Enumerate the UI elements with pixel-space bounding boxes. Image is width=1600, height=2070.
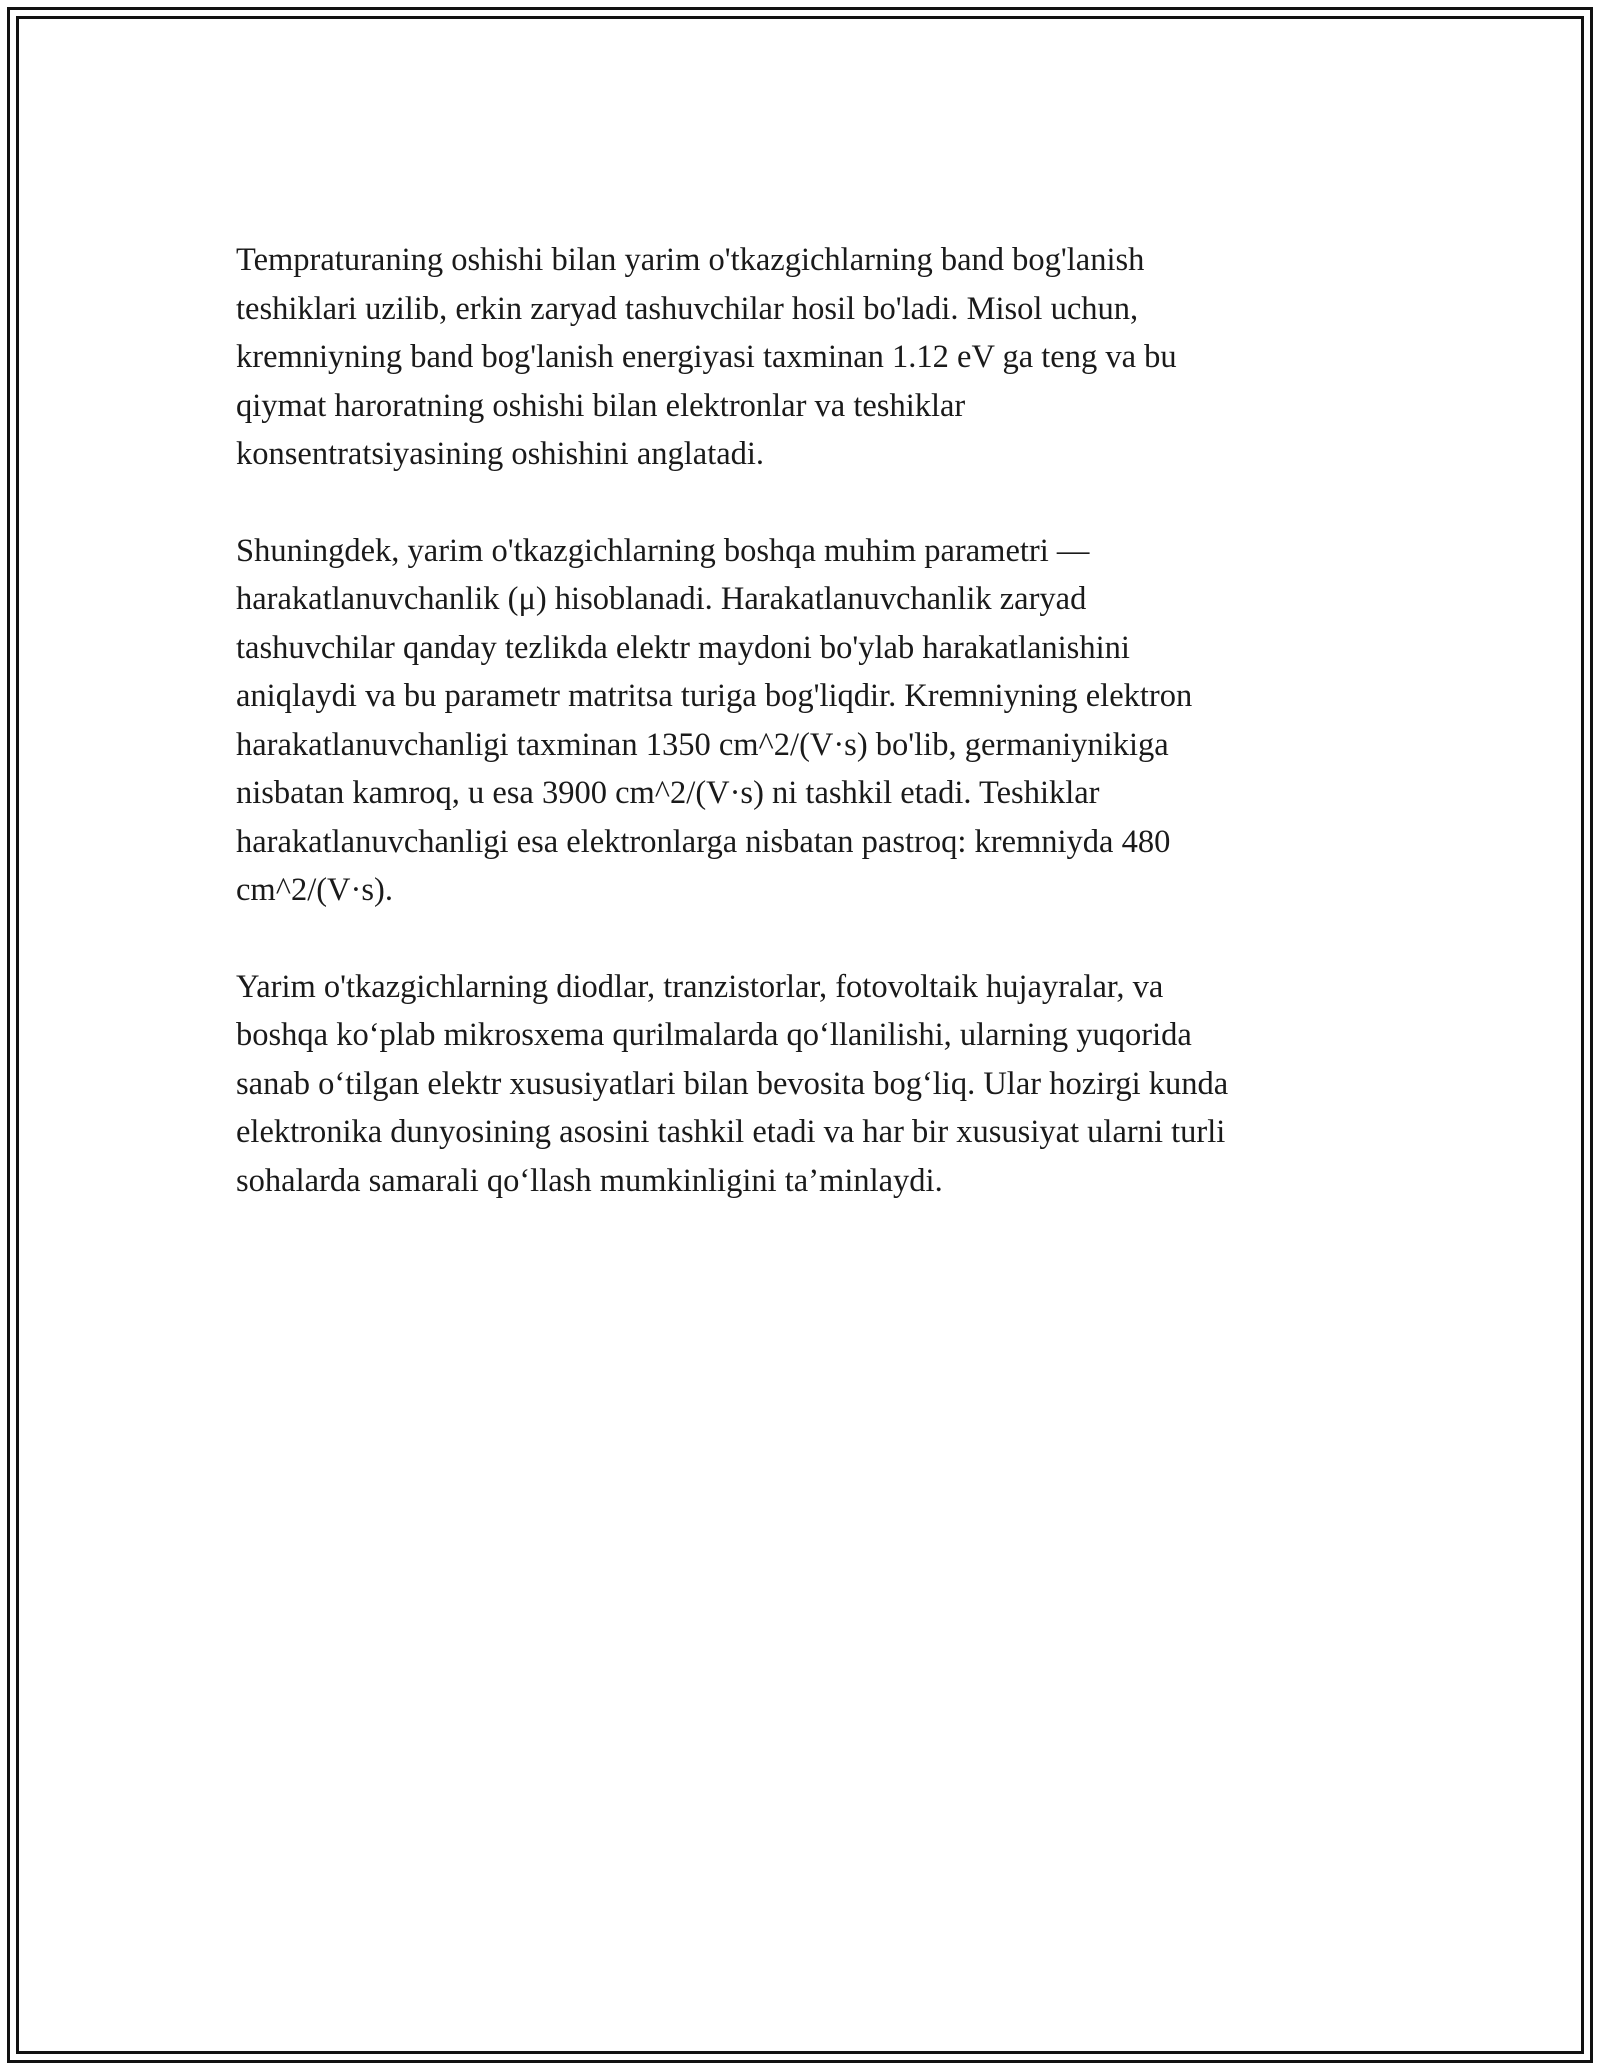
text-line: tashuvchilar qanday tezlikda elektr maydoni bo'ylab harakatlanishini (236, 629, 1130, 666)
text-line: kremniyning band bog'lanish energiyasi taxminan 1.12 eV ga teng va bu (236, 339, 1177, 375)
text-line: nisbatan kamroq, u esa 3900 cm^2/(V·s) ni tashkil etadi. Teshiklar (236, 775, 1100, 811)
text-line: Yarim o'tkazgichlarning diodlar, tranzistorlar, fotovoltaik hujayralar, va (236, 968, 1164, 1005)
text-line: elektronika dunyosining asosini tashkil etadi va har bir xususiyat ularni turli (236, 1114, 1226, 1150)
paragraph-2 (236, 527, 1366, 915)
text-line: Shuningdek, yarim o'tkazgichlarning boshqa muhim parametri — (236, 532, 1090, 569)
text-line: qiymat haroratning oshishi bilan elektronlar va teshiklar (236, 387, 966, 424)
text-line: harakatlanuvchanligi taxminan 1350 cm^2/(V·s) bo'lib, germaniynikiga (236, 726, 1169, 763)
text-line: teshiklari uzilib, erkin zaryad tashuvchilar hosil bo'ladi. Misol uchun, (236, 290, 1139, 327)
document-body (236, 236, 1366, 1253)
text-line: harakatlanuvchanlik (μ) hisoblanadi. Harakatlanuvchanlik zaryad (236, 581, 1087, 617)
text-line: Tempraturaning oshishi bilan yarim o'tkazgichlarning band bog'lanish (236, 242, 1145, 278)
text-line: konsentratsiyasining oshishini anglatadi. (236, 436, 765, 472)
text-line: sanab o‘tilgan elektr xususiyatlari bilan bevosita bog‘liq. Ular hozirgi kunda (236, 1065, 1229, 1102)
text-line: harakatlanuvchanligi esa elektronlarga nisbatan pastroq: kremniyda 480 (236, 823, 1171, 860)
text-line: aniqlaydi va bu parametr matritsa turiga bog'liqdir. Kremniyning elektron (236, 678, 1193, 714)
paragraph-1 (236, 236, 1366, 479)
text-line: boshqa ko‘plab mikrosxema qurilmalarda qo‘llanilishi, ularning yuqorida (236, 1017, 1192, 1053)
paragraph-3 (236, 963, 1366, 1206)
text-line: sohalarda samarali qo‘llash mumkinligini ta’minlaydi. (236, 1162, 943, 1199)
text-line: cm^2/(V·s). (236, 872, 393, 908)
